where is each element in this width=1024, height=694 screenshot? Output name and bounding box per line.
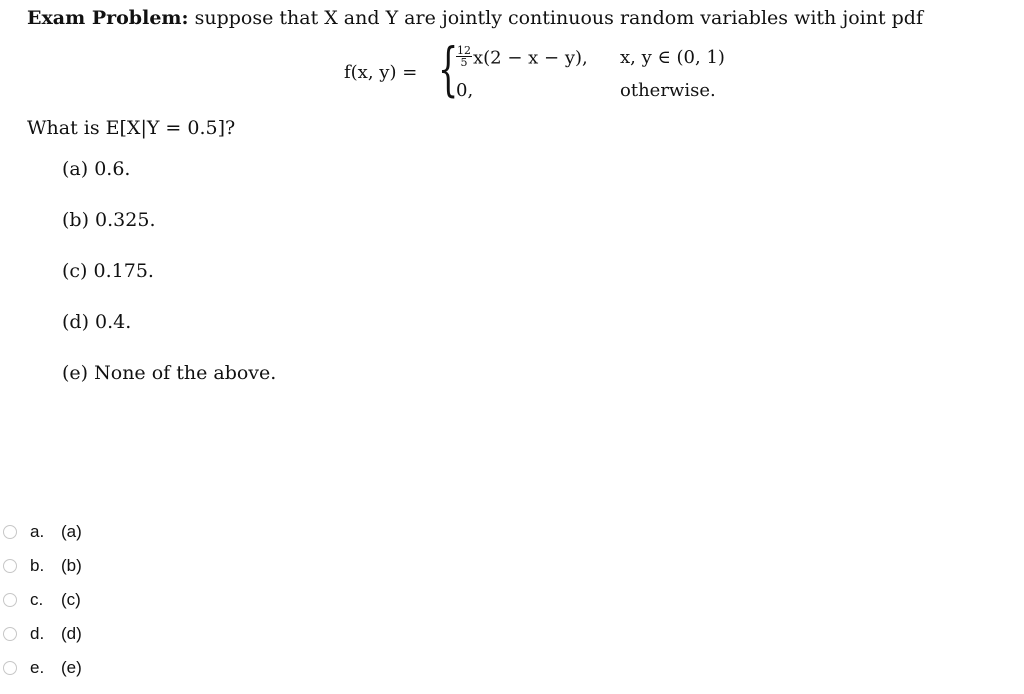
answer-letter: e. [30,658,45,677]
choice-b [62,209,155,231]
choice-text: None of the above. [94,362,277,384]
answer-option-c[interactable] [0,587,81,613]
choice-c [62,260,154,282]
fraction [456,45,472,68]
choice-a [62,158,130,180]
case-1-condition: x, y ∈ (0, 1) [620,47,725,68]
answer-letter: d. [30,624,45,643]
problem-header [27,7,923,29]
case-2-condition: otherwise. [620,80,716,101]
answer-text: (e) [61,658,82,677]
choice-text: 0.4. [95,311,132,333]
choice-text: 0.6. [94,158,131,180]
left-brace: { [438,35,459,103]
formula-lhs: f(x, y) = [344,62,418,83]
question-text: What is E[X|Y = 0.5]? [27,117,236,139]
problem-title: Exam Problem: [27,7,189,29]
radio-button[interactable] [3,627,17,641]
answer-option-d[interactable] [0,621,82,647]
radio-button[interactable] [3,661,17,675]
radio-button[interactable] [3,559,17,573]
choice-e [62,362,276,384]
choice-label: (d) [62,311,89,333]
answer-letter: b. [30,556,45,575]
answer-option-e[interactable] [0,655,82,681]
case-2-expression: 0, [456,80,474,101]
case-1-expression: x(2 − x − y), [473,47,588,69]
choice-label: (a) [62,158,89,180]
fraction-denominator: 5 [460,56,468,69]
fraction-numerator: 12 [457,44,471,57]
radio-button[interactable] [3,593,17,607]
choice-text: 0.175. [93,260,154,282]
choice-label: (b) [62,209,89,231]
choice-d [62,311,131,333]
answer-text: (d) [61,624,82,643]
choice-label: (e) [62,362,89,384]
answer-text: (c) [61,590,81,609]
radio-button[interactable] [3,525,17,539]
answer-letter: a. [30,522,45,541]
answer-text: (a) [61,522,82,541]
answer-option-a[interactable] [0,519,82,545]
formula-case-1 [456,44,588,70]
answer-letter: c. [30,590,44,609]
answer-option-b[interactable] [0,553,82,579]
choice-label: (c) [62,260,88,282]
choice-text: 0.325. [95,209,156,231]
pdf-formula [344,35,764,108]
problem-statement: suppose that X and Y are jointly continuous random variables with joint pdf [194,7,923,29]
answer-text: (b) [61,556,82,575]
